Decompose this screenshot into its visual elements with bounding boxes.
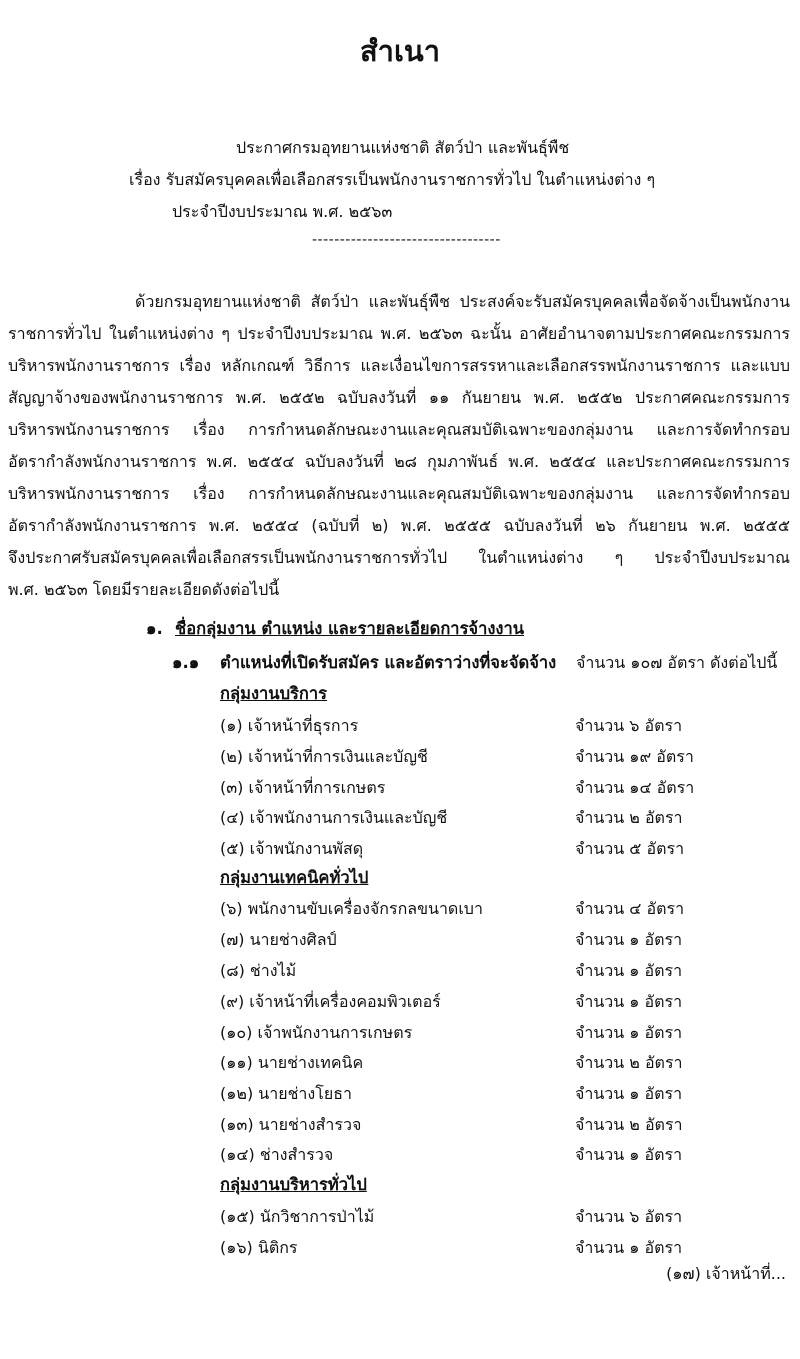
position-count: จำนวน ๑ อัตรา bbox=[575, 992, 683, 1011]
section-number: ๑. bbox=[146, 619, 163, 638]
position-label: (๔) เจ้าพนักงานการเงินและบัญชี bbox=[220, 808, 448, 827]
page-continuation-note: (๑๗) เจ้าหน้าที่... bbox=[666, 1264, 786, 1283]
position-label: (๑๕) นักวิชาการป่าไม้ bbox=[220, 1207, 375, 1226]
position-count: จำนวน ๑ อัตรา bbox=[575, 1023, 683, 1042]
document-title: สำเนา bbox=[359, 34, 440, 68]
announcement-header-fiscal-year: ประจำปีงบประมาณ พ.ศ. ๒๕๖๓ bbox=[172, 202, 393, 221]
position-count: จำนวน ๖ อัตรา bbox=[575, 1207, 683, 1226]
body-paragraph-line: สัญญาจ้างของพนักงานราชการ พ.ศ. ๒๕๕๒ ฉบับลงวันที่ ๑๑ กันยายน พ.ศ. ๒๕๕๒ ประกาศคณะกรรมการ bbox=[8, 388, 790, 407]
position-count: จำนวน ๑๔ อัตรา bbox=[575, 778, 695, 797]
body-paragraph-line: บริหารพนักงานราชการ เรื่อง การกำหนดลักษณะงานและคุณสมบัติเฉพาะของกลุ่มงาน และการจัดทำกรอบ bbox=[8, 420, 790, 439]
position-label: (๑๒) นายช่างโยธา bbox=[220, 1084, 352, 1103]
position-count: จำนวน ๔ อัตรา bbox=[575, 899, 685, 918]
position-label: (๗) นายช่างศิลป์ bbox=[220, 930, 337, 949]
position-count: จำนวน ๒ อัตรา bbox=[575, 808, 683, 827]
position-label: (๙) เจ้าหน้าที่เครื่องคอมพิวเตอร์ bbox=[220, 992, 441, 1011]
subsection-total-count: จำนวน ๑๐๗ อัตรา ดังต่อไปนี้ bbox=[576, 653, 778, 672]
body-paragraph-line: อัตรากำลังพนักงานราชการ พ.ศ. ๒๕๕๔ ฉบับลงวันที่ ๒๘ กุมภาพันธ์ พ.ศ. ๒๕๕๔ และประกาศคณะกรรมการ bbox=[8, 452, 790, 471]
position-label: (๑๑) นายช่างเทคนิค bbox=[220, 1053, 364, 1072]
position-label: (๑๔) ช่างสำรวจ bbox=[220, 1145, 334, 1164]
position-label: (๖) พนักงานขับเครื่องจักรกลขนาดเบา bbox=[220, 899, 483, 918]
position-count: จำนวน ๒ อัตรา bbox=[575, 1053, 683, 1072]
body-paragraph-line: ด้วยกรมอุทยานแห่งชาติ สัตว์ป่า และพันธุ์พืช ประสงค์จะรับสมัครบุคคลเพื่อจัดจ้างเป็นพนักงาน bbox=[135, 292, 790, 311]
group-heading-service: กลุ่มงานบริการ bbox=[220, 684, 328, 703]
body-paragraph-line: ราชการทั่วไป ในตำแหน่งต่าง ๆ ประจำปีงบประมาณ พ.ศ. ๒๕๖๓ ฉะนั้น อาศัยอำนาจตามประกาศคณะกรรมการ bbox=[8, 324, 790, 343]
subsection-number: ๑.๑ bbox=[172, 653, 200, 672]
body-paragraph-line: บริหารพนักงานราชการ เรื่อง การกำหนดลักษณะงานและคุณสมบัติเฉพาะของกลุ่มงาน และการจัดทำกรอบ bbox=[8, 484, 790, 503]
body-paragraph-line: จึงประกาศรับสมัครบุคคลเพื่อเลือกสรรเป็นพนักงานราชการทั่วไป ในตำแหน่งต่าง ๆ ประจำปีงบประมาณ bbox=[8, 548, 790, 567]
position-count: จำนวน ๑ อัตรา bbox=[575, 1238, 683, 1257]
position-label: (๑๖) นิติกร bbox=[220, 1238, 298, 1257]
position-count: จำนวน ๑ อัตรา bbox=[575, 961, 683, 980]
position-label: (๕) เจ้าพนักงานพัสดุ bbox=[220, 839, 364, 858]
position-count: จำนวน ๑ อัตรา bbox=[575, 1084, 683, 1103]
position-label: (๒) เจ้าหน้าที่การเงินและบัญชี bbox=[220, 747, 428, 766]
position-count: จำนวน ๑๙ อัตรา bbox=[575, 747, 694, 766]
body-paragraph-line: อัตรากำลังพนักงานราชการ พ.ศ. ๒๕๕๔ (ฉบับที่ ๒) พ.ศ. ๒๕๕๕ ฉบับลงวันที่ ๒๖ กันยายน พ.ศ. ๒๕๕๕ bbox=[8, 516, 790, 535]
position-label: (๘) ช่างไม้ bbox=[220, 961, 297, 980]
body-paragraph-line: พ.ศ. ๒๕๖๓ โดยมีรายละเอียดดังต่อไปนี้ bbox=[8, 580, 280, 599]
position-count: จำนวน ๒ อัตรา bbox=[575, 1115, 683, 1134]
position-count: จำนวน ๖ อัตรา bbox=[575, 716, 683, 735]
group-heading-general-technical: กลุ่มงานเทคนิคทั่วไป bbox=[220, 868, 369, 887]
position-count: จำนวน ๑ อัตรา bbox=[575, 930, 683, 949]
position-label: (๑๓) นายช่างสำรวจ bbox=[220, 1115, 362, 1134]
position-label: (๑) เจ้าหน้าที่ธุรการ bbox=[220, 716, 359, 735]
announcement-header-line1: ประกาศกรมอุทยานแห่งชาติ สัตว์ป่า และพันธุ์พืช bbox=[236, 138, 570, 157]
header-separator: ---------------------------------- bbox=[312, 232, 501, 248]
body-paragraph-line: บริหารพนักงานราชการ เรื่อง หลักเกณฑ์ วิธีการ และเงื่อนไขการสรรหาและเลือกสรรพนักงานราชการ และแบบ bbox=[8, 356, 790, 375]
group-heading-general-administration: กลุ่มงานบริหารทั่วไป bbox=[220, 1175, 367, 1194]
position-count: จำนวน ๑ อัตรา bbox=[575, 1145, 683, 1164]
position-label: (๓) เจ้าหน้าที่การเกษตร bbox=[220, 778, 386, 797]
position-count: จำนวน ๕ อัตรา bbox=[575, 839, 685, 858]
section-title: ชื่อกลุ่มงาน ตำแหน่ง และรายละเอียดการจ้างงาน bbox=[175, 619, 525, 638]
position-label: (๑๐) เจ้าพนักงานการเกษตร bbox=[220, 1023, 413, 1042]
announcement-header-subject: เรื่อง รับสมัครบุคคลเพื่อเลือกสรรเป็นพนักงานราชการทั่วไป ในตำแหน่งต่าง ๆ bbox=[129, 170, 656, 189]
subsection-title: ตำแหน่งที่เปิดรับสมัคร และอัตราว่างที่จะจัดจ้าง bbox=[220, 653, 557, 672]
